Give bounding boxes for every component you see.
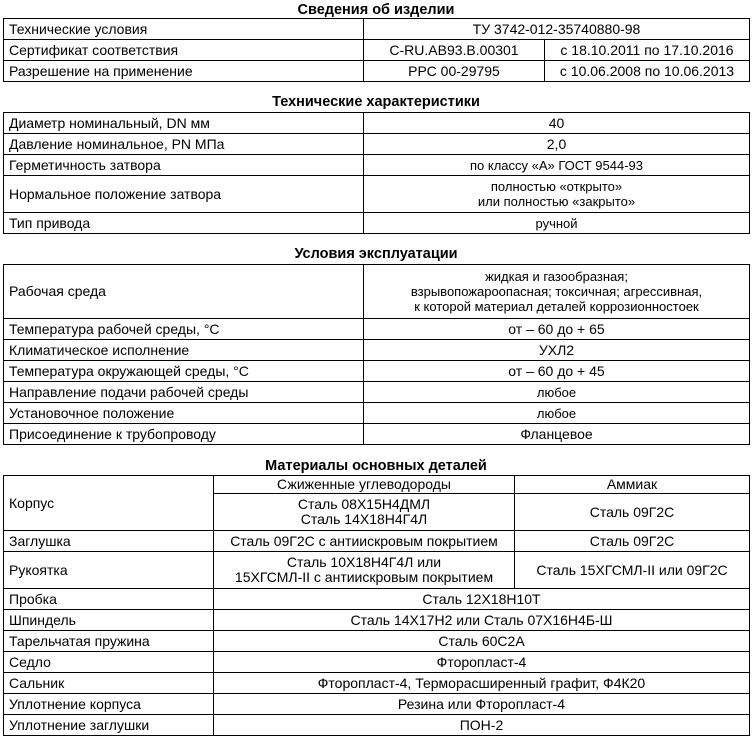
table-row [4,715,750,736]
row-value-lpg: Сталь 10Х18Н4Г4Л или 15ХГСМЛ-II с антиискровым покрытием [214,552,515,589]
row-value: Фторопласт-4, Терморасширенный графит, Ф4К20 [214,673,750,694]
tech-specs-table [3,112,750,234]
row-label: Тарельчатая пружина [4,631,214,652]
row-label: Установочное положение [4,403,364,424]
row-value: ПОН-2 [214,715,750,736]
row-label: Уплотнение корпуса [4,694,214,715]
row-value: жидкая и газообразная; взрывопожароопасная; токсичная; агрессивная, к которой материал деталей коррозионностоек [364,265,750,319]
row-label: Разрешение на применение [4,61,364,82]
column-header-lpg: Сжиженные углеводороды [214,476,515,494]
row-value: УХЛ2 [364,340,750,361]
table-row [4,19,750,40]
product-info-table [3,18,750,82]
row-value: от – 60 до + 65 [364,319,750,340]
table-row [4,403,750,424]
row-value: по классу «А» ГОСТ 9544-93 [364,155,750,176]
row-period: с 18.10.2011 по 17.10.2016 [545,40,750,61]
row-value: РРС 00-29795 [364,61,545,82]
row-period: с 10.06.2008 по 10.06.2013 [545,61,750,82]
row-value-lpg: Сталь 08Х15Н4ДМЛ Сталь 14Х18Н4Г4Л [214,494,515,531]
row-value-lpg: Сталь 09Г2С с антиискровым покрытием [214,531,515,552]
table-row [4,155,750,176]
row-label: Давление номинальное, PN МПа [4,134,364,155]
table-row [4,340,750,361]
row-value-ammonia: Сталь 15ХГСМЛ-II или 09Г2С [515,552,750,589]
table-row [4,694,750,715]
row-value-ammonia: Сталь 09Г2С [515,531,750,552]
section-title-tech-specs: Технические характеристики [272,94,480,110]
row-label: Диаметр номинальный, DN мм [4,113,364,134]
row-value: Сталь 12Х18Н10Т [214,589,750,610]
row-value: от – 60 до + 45 [364,361,750,382]
row-value: Сталь 60С2А [214,631,750,652]
table-row [4,40,750,61]
table-row [4,552,750,589]
column-header-ammonia: Аммиак [515,476,750,494]
row-label: Шпиндель [4,610,214,631]
section-title-product-info: Сведения об изделии [297,2,455,18]
row-label: Тип привода [4,213,364,234]
row-value: ручной [364,213,750,234]
row-label: Присоединение к трубопроводу [4,424,364,445]
row-label: Рабочая среда [4,265,364,319]
table-row [4,113,750,134]
row-label: Нормальное положение затвора [4,176,364,213]
table-row [4,61,750,82]
row-value: любое [364,403,750,424]
row-label: Рукоятка [4,552,214,589]
row-value: Резина или Фторопласт-4 [214,694,750,715]
section-title-materials: Материалы основных деталей [265,458,487,474]
row-label: Технические условия [4,19,364,40]
row-value: Фторопласт-4 [214,652,750,673]
table-row [4,134,750,155]
table-row [4,265,750,319]
row-label: Заглушка [4,531,214,552]
table-row [4,176,750,213]
table-row [4,424,750,445]
row-value: C-RU.AB93.B.00301 [364,40,545,61]
row-label: Сертификат соответствия [4,40,364,61]
row-label: Температура окружающей среды, °С [4,361,364,382]
row-value: любое [364,382,750,403]
row-label: Герметичность затвора [4,155,364,176]
table-row [4,652,750,673]
table-row [4,631,750,652]
table-row [4,213,750,234]
row-label: Корпус [4,476,214,531]
row-value-ammonia: Сталь 09Г2С [515,494,750,531]
table-row [4,319,750,340]
section-title-operating: Условия эксплуатации [294,246,458,262]
row-value: 40 [364,113,750,134]
row-label: Сальник [4,673,214,694]
table-row [4,382,750,403]
operating-table [3,264,750,445]
row-value: Сталь 14Х17Н2 или Сталь 07Х16Н4Б-Ш [214,610,750,631]
row-label: Направление подачи рабочей среды [4,382,364,403]
table-row [4,589,750,610]
table-row [4,531,750,552]
row-label: Пробка [4,589,214,610]
row-label: Седло [4,652,214,673]
table-header-row [4,476,750,494]
row-value: ТУ 3742-012-35740880-98 [364,19,750,40]
row-value: Фланцевое [364,424,750,445]
table-row [4,610,750,631]
table-row [4,673,750,694]
row-value: полностью «открыто» или полностью «закрыто» [364,176,750,213]
materials-table [3,475,750,736]
table-row [4,361,750,382]
row-value: 2,0 [364,134,750,155]
row-label: Уплотнение заглушки [4,715,214,736]
row-label: Климатическое исполнение [4,340,364,361]
row-label: Температура рабочей среды, °С [4,319,364,340]
